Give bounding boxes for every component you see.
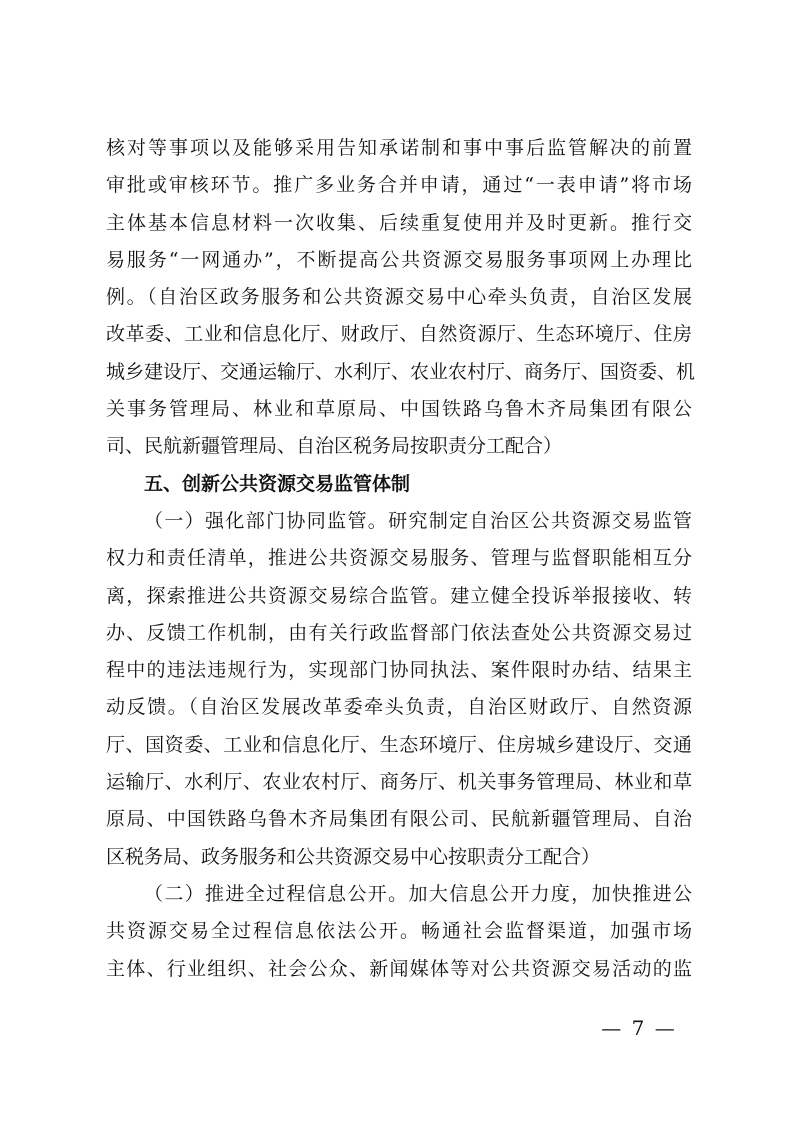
body-line: 共资源交易全过程信息依法公开。畅通社会监督渠道，加强市场 [106,920,692,943]
body-line: 离，探索推进公共资源交易综合监管。建立健全投诉举报接收、转 [106,584,692,607]
body-line: 例。（自治区政务服务和公共资源交易中心牵头负责，自治区发展 [106,286,692,309]
body-line: 核对等事项以及能够采用告知承诺制和事中事后监管解决的前置 [106,137,692,159]
paragraph-first-line [106,503,692,540]
body-line: 主体、行业组织、社会公众、新闻媒体等对公共资源交易活动的监 [106,957,692,980]
body-line: 改革委、工业和信息化厅、财政厅、自然资源厅、生态环境厅、住房 [106,323,692,346]
body-line: 区税务局、政务服务和公共资源交易中心按职责分工配合） [106,845,601,868]
body-line: 审批或审核环节。推广多业务合并申请，通过“一表申请”将市场 [106,174,692,197]
paragraph-lead: （二）推进全过程信息公开。 [144,882,409,905]
document-body [106,130,696,988]
paragraph-text: 研究制定自治区公共资源交易监管 [388,509,692,532]
body-line: 城乡建设厅、交通运输厅、水利厅、农业农村厅、商务厅、国资委、机 [106,360,696,383]
paragraph-lead: （一）强化部门协同监管。 [144,509,389,532]
body-line: 程中的违法违规行为，实现部门协同执法、案件限时办结、结果主 [106,659,692,682]
page-number: — 7 — [601,1016,677,1040]
body-line: 厅、国资委、工业和信息化厅、生态环境厅、住房城乡建设厅、交通 [106,733,692,756]
body-line: 关事务管理局、林业和草原局、中国铁路乌鲁木齐局集团有限公 [106,398,692,421]
body-line: 动反馈。（自治区发展改革委牵头负责，自治区财政厅、自然资源 [106,696,692,719]
body-line: 司、民航新疆管理局、自治区税务局按职责分工配合） [106,435,563,458]
body-line: 办、反馈工作机制，由有关行政监督部门依法查处公共资源交易过 [106,621,692,644]
body-line: 运输厅、水利厅、农业农村厅、商务厅、机关事务管理局、林业和草 [106,771,692,794]
paragraph-first-line [106,876,692,913]
body-line: 权力和责任清单，推进公共资源交易服务、管理与监督职能相互分 [106,547,692,570]
paragraph-text: 加大信息公开力度，加快推进公 [408,882,692,905]
body-line: 原局、中国铁路乌鲁木齐局集团有限公司、民航新疆管理局、自治 [106,808,692,831]
body-line: 主体基本信息材料一次收集、后续重复使用并及时更新。推行交 [106,211,692,234]
section-heading: 五、创新公共资源交易监管体制 [144,472,411,495]
body-line: 易服务“一网通办”，不断提高公共资源交易服务事项网上办理比 [106,248,692,271]
